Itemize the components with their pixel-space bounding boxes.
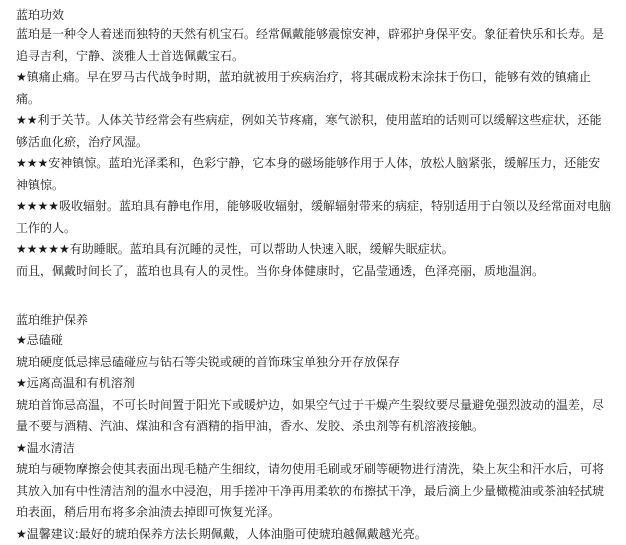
care-tip: ★温馨建议:最好的琥珀保养方法长期佩戴，人体油脂可使琥珀越佩戴越光亮。 — [16, 524, 612, 545]
benefit-pain-relief: ★镇痛止痛。早在罗马古代战争时期，蓝珀就被用于疾病治疗，将其碾成粉末涂抹于伤口，能够有效的镇痛止痛。 — [16, 67, 612, 110]
care-item-heading: ★温水清洁 — [16, 438, 612, 460]
effects-title: 蓝珀功效 — [16, 6, 612, 24]
article — [16, 6, 612, 545]
section-divider-space — [16, 282, 612, 310]
care-section — [16, 310, 612, 545]
benefit-calming: ★★★安神镇惊。蓝珀光泽柔和，色彩宁静，它本身的磁场能够作用于人体，放松人脑紧张，缓解压力，还能安神镇惊。 — [16, 153, 612, 196]
care-item-heading: ★忌磕碰 — [16, 330, 612, 352]
effects-section — [16, 6, 612, 282]
care-item-heading: ★远离高温和有机溶剂 — [16, 373, 612, 395]
benefit-joints: ★★利于关节。人体关节经常会有些病症，例如关节疼痛，寒气淤积，使用蓝珀的话则可以缓解这些症状，还能够活血化瘀，治疗风湿。 — [16, 110, 612, 153]
effects-closing: 而且，佩戴时间长了，蓝珀也具有人的灵性。当你身体健康时，它晶莹通透，色泽亮丽，质地温润。 — [16, 261, 612, 283]
effects-intro: 蓝珀是一种令人着迷而独特的天然有机宝石。经常佩戴能够震惊安神，辟邪护身保平安。象征着快乐和长寿。是追寻吉利，宁静、淡雅人士首选佩戴宝石。 — [16, 24, 612, 67]
care-title: 蓝珀维护保养 — [16, 310, 612, 330]
benefit-radiation: ★★★★吸收辐射。蓝珀具有静电作用，能够吸收辐射，缓解辐射带来的病症，特别适用于白领以及经常面对电脑工作的人。 — [16, 196, 612, 239]
care-item-text: 琥珀硬度低忌摔忌磕碰应与钻石等尖锐或硬的首饰珠宝单独分开存放保存 — [16, 352, 612, 374]
care-item-text: 琥珀首饰忌高温，不可长时间置于阳光下或暖炉边，如果空气过于干燥产生裂纹要尽量避免强烈波动的温差，尽量不要与酒精、汽油、煤油和含有酒精的指甲油，香水、发胶、杀虫剂等有机溶液接触。 — [16, 395, 612, 438]
care-item-text: 琥珀与硬物摩擦会使其表面出现毛糙产生细纹，请勿使用毛刷或牙刷等硬物进行清洗，染上灰尘和汗水后，可将其放入加有中性清洁剂的温水中浸泡，用手搓冲干净再用柔软的布擦拭干净，最后滴上少量橄榄油或茶油轻拭琥珀表面，稍后用布将多余油渍去掉即可恢复光泽。 — [16, 459, 612, 524]
benefit-sleep: ★★★★★有助睡眠。蓝珀具有沉睡的灵性，可以帮助人快速入眠，缓解失眠症状。 — [16, 239, 612, 261]
